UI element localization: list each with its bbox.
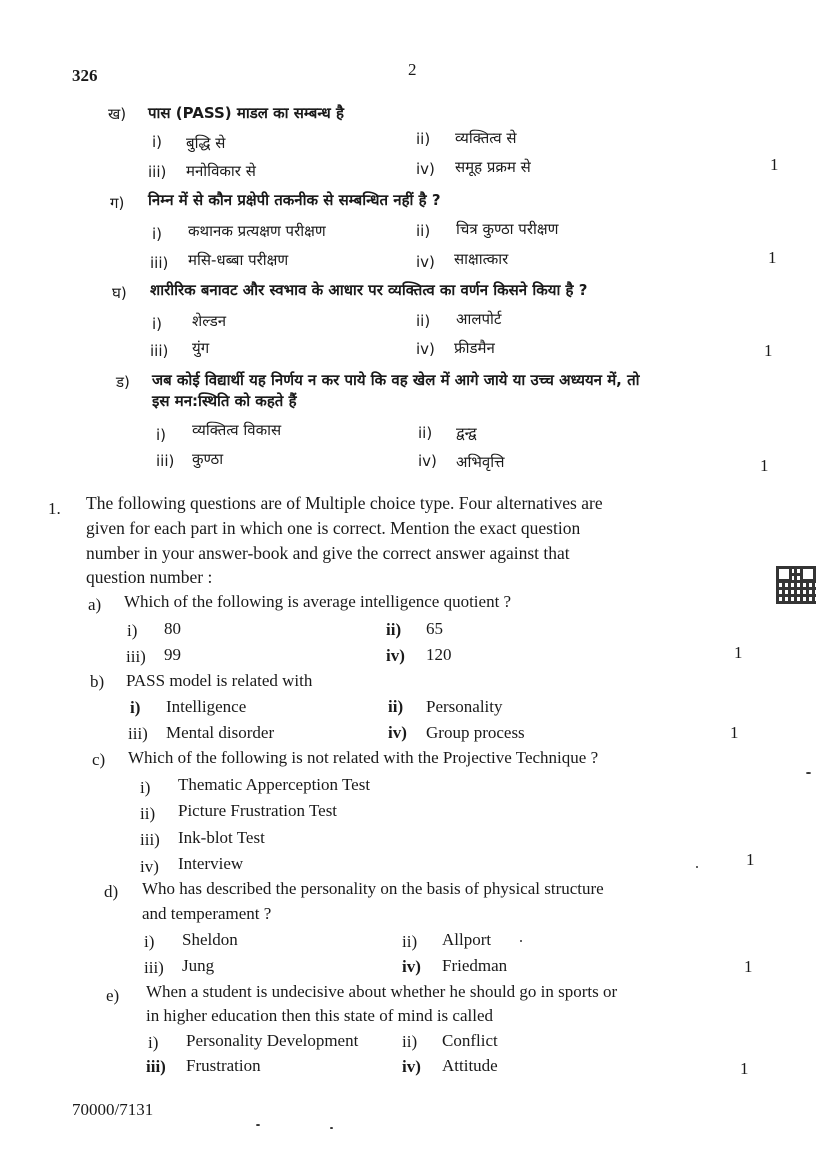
question-label: ग) — [110, 194, 125, 212]
option-text: व्यक्तित्व विकास — [192, 421, 282, 439]
option-marker: iv) — [416, 253, 435, 271]
option-text: साक्षात्कार — [454, 250, 509, 268]
option-marker: iv) — [416, 340, 435, 358]
scan-speck — [696, 866, 698, 868]
question-text-line-2: and temperament ? — [142, 904, 272, 923]
scan-speck — [330, 1127, 333, 1129]
option-marker: iii) — [144, 958, 164, 977]
option-text: व्यक्तित्व से — [455, 129, 517, 147]
marks: 1 — [744, 957, 753, 976]
option-text: शेल्डन — [192, 312, 227, 330]
option-marker: iv) — [402, 1057, 421, 1076]
option-marker: ii) — [416, 312, 431, 330]
option-marker: iv) — [416, 160, 435, 178]
option-text: Picture Frustration Test — [178, 801, 338, 820]
option-text: Conflict — [442, 1031, 498, 1050]
option-marker: iii) — [126, 647, 146, 666]
option-marker: iii) — [128, 724, 148, 743]
option-text: कथानक प्रत्यक्षण परीक्षण — [188, 222, 326, 240]
option-text: फ्रीडमैन — [454, 339, 495, 357]
option-marker: iv) — [402, 957, 421, 976]
option-text: Attitude — [442, 1056, 498, 1075]
instruction-line-1: The following questions are of Multiple choice type. Four alternatives are — [86, 493, 603, 513]
option-marker: ii) — [386, 620, 402, 639]
option-text: Frustration — [186, 1056, 261, 1075]
scan-speck — [520, 940, 522, 942]
question-text-line-1: जब कोई विद्यार्थी यह निर्णय न कर पाये कि वह खेल में आगे जाये या उच्च अध्ययन में, तो — [152, 371, 640, 389]
option-marker: iii) — [150, 254, 169, 272]
option-marker: iii) — [146, 1057, 166, 1076]
option-text: चित्र कुण्ठा परीक्षण — [456, 220, 559, 238]
option-marker: i) — [140, 778, 151, 797]
question-text: PASS model is related with — [126, 671, 313, 690]
option-text: Interview — [178, 854, 244, 873]
option-text: युंग — [192, 339, 210, 357]
page-number: 2 — [408, 60, 417, 79]
option-text: मसि-धब्बा परीक्षण — [188, 251, 289, 269]
option-text: Personality Development — [186, 1031, 359, 1050]
option-text: Friedman — [442, 956, 508, 975]
option-text: Mental disorder — [166, 723, 275, 742]
option-marker: iii) — [148, 163, 167, 181]
question-text-line-1: When a student is undecisive about whether he should go in sports or — [146, 982, 618, 1001]
option-text: आलपोर्ट — [456, 310, 502, 328]
question-text-line-2: इस मन:स्थिति को कहते हैं — [152, 392, 297, 410]
option-marker: i) — [152, 315, 163, 333]
option-marker: ii) — [418, 424, 433, 442]
option-marker: i) — [130, 698, 141, 717]
option-marker: i) — [152, 133, 163, 151]
option-text: 99 — [164, 645, 181, 664]
option-marker: ii) — [402, 1032, 418, 1051]
marks: 1 — [740, 1059, 749, 1078]
option-text: मनोविकार से — [186, 162, 256, 180]
option-text: अभिवृत्ति — [456, 453, 505, 471]
option-text: समूह प्रक्रम से — [455, 158, 531, 176]
option-text: कुण्ठा — [192, 450, 224, 468]
marks: 1 — [746, 850, 755, 869]
instruction-line-3: number in your answer-book and give the correct answer against that — [86, 543, 570, 563]
option-marker: ii) — [402, 932, 418, 951]
instruction-line-4: question number : — [86, 567, 213, 587]
option-text: Jung — [182, 956, 215, 975]
marks: 1 — [764, 341, 773, 360]
question-label: d) — [104, 882, 119, 901]
option-marker: i) — [127, 621, 138, 640]
option-text: Sheldon — [182, 930, 238, 949]
option-text: 120 — [426, 645, 452, 664]
option-text: Group process — [426, 723, 525, 742]
qr-code-icon — [776, 566, 816, 604]
marks: 1 — [730, 723, 739, 742]
option-text: Ink-blot Test — [178, 828, 265, 847]
scan-speck — [256, 1124, 260, 1126]
option-marker: ii) — [388, 697, 404, 716]
paper-code: 326 — [72, 66, 98, 85]
question-label: e) — [106, 986, 120, 1005]
question-number: 1. — [48, 499, 61, 518]
question-label: ड) — [116, 373, 130, 391]
question-text: पास (PASS) माडल का सम्बन्ध है — [148, 104, 344, 122]
question-label: ख) — [108, 105, 127, 123]
footer-code: 70000/7131 — [72, 1100, 154, 1119]
option-marker: i) — [148, 1033, 159, 1052]
option-text: Personality — [426, 697, 503, 716]
instruction-line-2: given for each part in which one is correct. Mention the exact question — [86, 518, 581, 538]
option-marker: iv) — [388, 723, 407, 742]
option-marker: iv) — [140, 857, 159, 876]
marks: 1 — [760, 456, 769, 475]
scan-speck — [806, 772, 811, 774]
question-label: c) — [92, 750, 106, 769]
option-marker: iii) — [156, 452, 175, 470]
option-text: द्वन्द्व — [456, 424, 477, 442]
marks: 1 — [770, 155, 779, 174]
option-marker: ii) — [416, 222, 431, 240]
option-marker: iii) — [140, 830, 160, 849]
option-marker: i) — [156, 426, 167, 444]
option-text: Allport — [442, 930, 492, 949]
option-text: Thematic Apperception Test — [178, 775, 371, 794]
option-text: 80 — [164, 619, 181, 638]
question-text-line-1: Who has described the personality on the basis of physical structure — [142, 879, 604, 898]
question-text: Which of the following is average intelligence quotient ? — [124, 592, 512, 611]
question-text: शारीरिक बनावट और स्वभाव के आधार पर व्यक्तित्व का वर्णन किसने किया है ? — [150, 281, 588, 299]
option-marker: i) — [152, 225, 163, 243]
question-label: घ) — [112, 284, 127, 302]
marks: 1 — [734, 643, 743, 662]
option-marker: i) — [144, 932, 155, 951]
question-text: Which of the following is not related with the Projective Technique ? — [128, 748, 599, 767]
option-marker: iv) — [386, 646, 405, 665]
option-marker: iv) — [418, 452, 437, 470]
option-text: Intelligence — [166, 697, 247, 716]
question-label: b) — [90, 672, 105, 691]
option-marker: iii) — [150, 342, 169, 360]
marks: 1 — [768, 248, 777, 267]
question-text: निम्न में से कौन प्रक्षेपी तकनीक से सम्बन्धित नहीं है ? — [148, 191, 441, 209]
question-text-line-2: in higher education then this state of mind is called — [146, 1006, 493, 1025]
question-label: a) — [88, 595, 102, 614]
option-text: 65 — [426, 619, 443, 638]
option-text: बुद्धि से — [186, 134, 226, 152]
option-marker: ii) — [140, 804, 156, 823]
option-marker: ii) — [416, 130, 431, 148]
